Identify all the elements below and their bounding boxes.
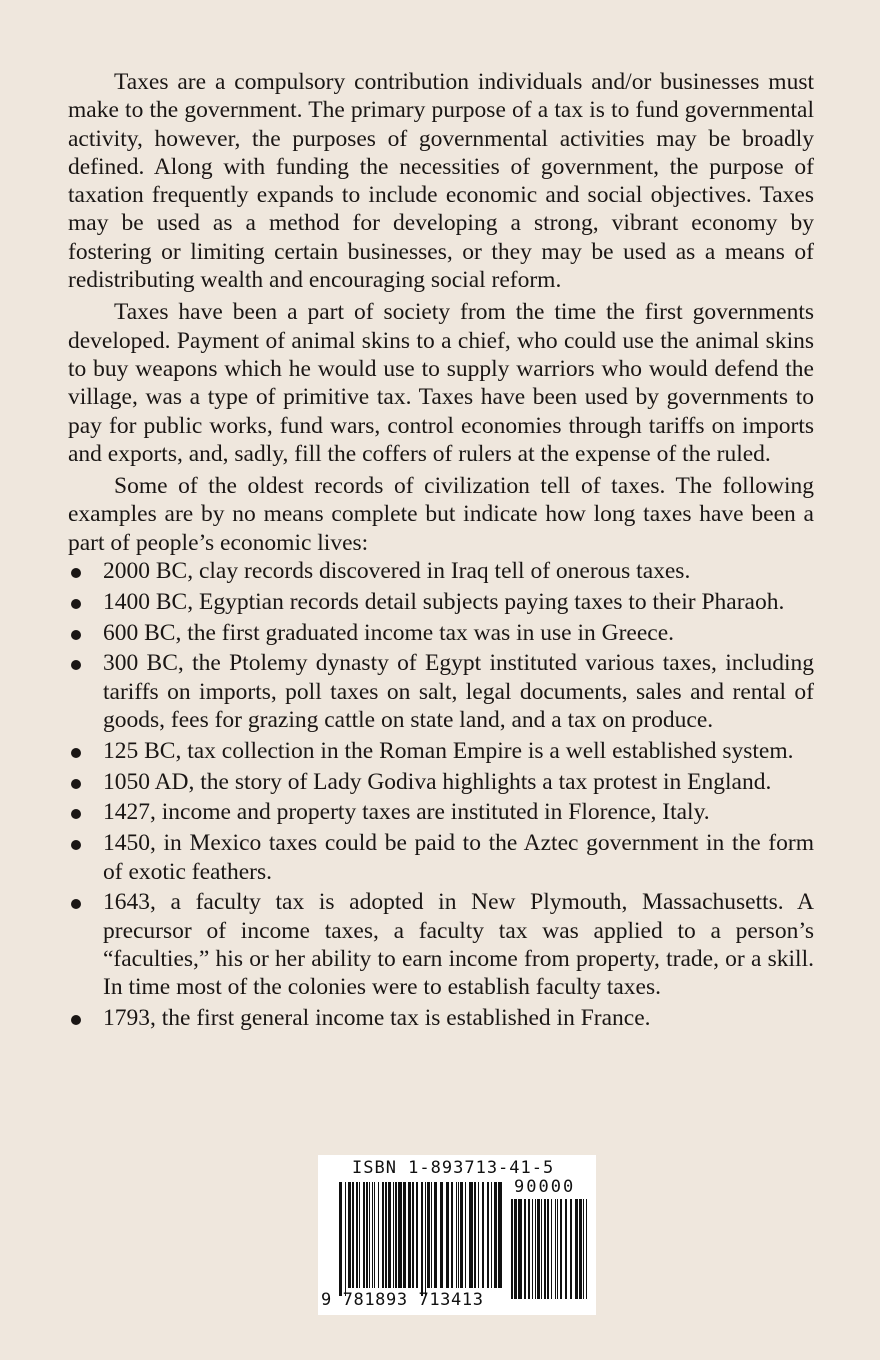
price-code: 90000 [514, 1177, 576, 1197]
bullet-icon [71, 660, 81, 670]
barcode-bar [427, 1182, 430, 1288]
barcode-bar [412, 1182, 414, 1288]
barcode-bar [551, 1199, 552, 1299]
barcode-bar [557, 1199, 558, 1299]
barcode-bar [403, 1182, 406, 1288]
barcode-bar [348, 1182, 351, 1288]
bullet-icon [71, 748, 81, 758]
list-item [68, 619, 814, 647]
barcode-bar [425, 1182, 426, 1296]
barcode-bar [388, 1182, 391, 1288]
barcode-bar [524, 1199, 526, 1299]
bullet-icon [71, 809, 81, 819]
list-item-text: 300 BC, the Ptolemy dynasty of Egypt instituted various taxes, including tariffs on imports, poll taxes on salt, legal documents, sales and rental of goods, fees for grazing cattle on state land, and a tax on produce. [103, 650, 814, 734]
barcode-bar [555, 1199, 556, 1299]
barcode-bar [408, 1182, 411, 1288]
barcode-bar [339, 1182, 342, 1296]
barcode-bar [579, 1199, 582, 1299]
barcode-bar [431, 1182, 432, 1288]
barcode-bar [478, 1182, 479, 1288]
list-item [68, 829, 814, 886]
barcode-bar [366, 1182, 368, 1288]
bullet-icon [71, 899, 81, 909]
barcode-bar [440, 1182, 443, 1288]
bullet-icon [71, 840, 81, 850]
barcode-bar [544, 1199, 546, 1299]
barcode-bar [345, 1182, 346, 1296]
barcode-bar [356, 1182, 358, 1288]
bullet-icon [71, 1015, 81, 1025]
barcode-bar [565, 1199, 567, 1299]
barcode-bar [474, 1182, 476, 1288]
barcode-bar [469, 1182, 473, 1288]
barcode-bar [398, 1182, 402, 1288]
barcode-bar [363, 1182, 365, 1288]
examples-paragraph: Some of the oldest records of civilization tell of taxes. The following examples are by no means complete but indicate how long taxes have been a part of people’s economic lives: [68, 473, 814, 556]
barcode-bar [393, 1182, 394, 1288]
barcode-bar [382, 1182, 384, 1288]
tax-history-list [68, 557, 814, 1032]
barcode-bar [465, 1182, 466, 1288]
list-item-text: 1450, in Mexico taxes could be paid to the Aztec government in the form of exotic feathers. [103, 830, 814, 885]
barcode-bar [514, 1199, 517, 1299]
list-item-text: 600 BC, the first graduated income tax was in use in Greece. [103, 619, 675, 646]
list-item-text: 1050 AD, the story of Lady Godiva highlights a tax protest in England. [103, 768, 772, 795]
list-item [68, 888, 814, 1001]
list-item-text: 2000 BC, clay records discovered in Iraq tell of onerous taxes. [103, 558, 691, 585]
ean-digits: 9 781893 713413 [321, 1290, 484, 1310]
barcode-bar [560, 1199, 562, 1299]
barcode-bar [416, 1182, 418, 1288]
barcode-bar [374, 1182, 375, 1288]
barcode-bar [586, 1199, 587, 1299]
barcode-bar [385, 1182, 387, 1288]
list-item-text: 1427, income and property taxes are instituted in Florence, Italy. [103, 799, 710, 826]
barcode-bar [378, 1182, 379, 1288]
ean-barcode-bars [338, 1182, 502, 1296]
barcode-bar [359, 1182, 360, 1288]
barcode-bar [518, 1199, 522, 1299]
barcode-bar [487, 1182, 489, 1288]
list-item-text: 1400 BC, Egyptian records detail subjects paying taxes to their Pharaoh. [103, 588, 785, 615]
barcode-bar [369, 1182, 370, 1288]
barcode-bar [434, 1182, 437, 1288]
barcode-bar [498, 1182, 502, 1288]
barcode-bar [528, 1199, 530, 1299]
barcode-bar [421, 1182, 423, 1296]
history-paragraph: Taxes have been a part of society from the time the first governments developed. Payment of animal skins to a chief, who could use the animal skins to buy weapons which he would use to supply warriors who would defend the village, was a type of primitive tax. Taxes have been used by governments to pay for public works, fund wars, control economies through tariffs on imports and exports, and, sadly, fill the coffers of rulers at the expense of the ruled. [68, 299, 814, 467]
barcode-bar [456, 1182, 457, 1288]
list-item [68, 768, 814, 796]
barcode-bar [458, 1182, 459, 1288]
barcode-bar [460, 1182, 463, 1288]
barcode-bar [547, 1199, 549, 1299]
barcode-bar [575, 1199, 578, 1299]
barcode-bar [494, 1182, 497, 1288]
barcode-bar [352, 1182, 354, 1288]
back-cover-text [68, 68, 814, 1035]
intro-paragraph: Taxes are a compulsory contribution individuals and/or businesses must make to the government. The primary purpose of a tax is to fund governmental activity, however, the purposes of governmental activities may be broadly defined. Along with funding the necessities of government, the purpose of taxation frequently expands to include economic and social objectives. Taxes may be used as a method for developing a strong, vibrant economy by fostering or limiting certain businesses, or they may be used as a means of redistributing wealth and encouraging social reform. [68, 69, 814, 294]
bullet-icon [71, 630, 81, 640]
barcode-bar [446, 1182, 449, 1288]
list-item [68, 649, 814, 734]
barcode-bar [541, 1199, 542, 1299]
list-item [68, 1004, 814, 1032]
isbn-label: ISBN 1-893713-41-5 [352, 1158, 555, 1178]
barcode-bar [482, 1182, 484, 1288]
list-item-text: 1793, the first general income tax is established in France. [103, 1005, 651, 1031]
list-item-text: 125 BC, tax collection in the Roman Empire is a well established system. [103, 737, 794, 764]
list-item [68, 557, 814, 585]
barcode-bar [511, 1199, 513, 1299]
barcode-bar [532, 1199, 533, 1299]
barcode-bar [395, 1182, 397, 1288]
barcode-bar [535, 1199, 536, 1299]
list-item [68, 588, 814, 616]
barcode-bar [570, 1199, 572, 1299]
bullet-icon [71, 568, 81, 578]
barcode-bar [372, 1182, 373, 1288]
barcode-bar [537, 1199, 540, 1299]
isbn-barcode [318, 1155, 596, 1315]
barcode-bar [583, 1199, 584, 1299]
addon-barcode-bars [510, 1199, 590, 1307]
bullet-icon [71, 599, 81, 609]
list-item [68, 798, 814, 826]
bullet-icon [71, 779, 81, 789]
barcode-bar [491, 1182, 492, 1288]
barcode-bar [451, 1182, 453, 1288]
list-item-text: 1643, a faculty tax is adopted in New Plymouth, Massachusetts. A precursor of income taxes, a faculty tax was applied to a person’s “faculties,” his or her ability to earn income from property, trade, or a skill. In time most of the colonies were to establish faculty taxes. [103, 889, 814, 1001]
list-item [68, 737, 814, 765]
